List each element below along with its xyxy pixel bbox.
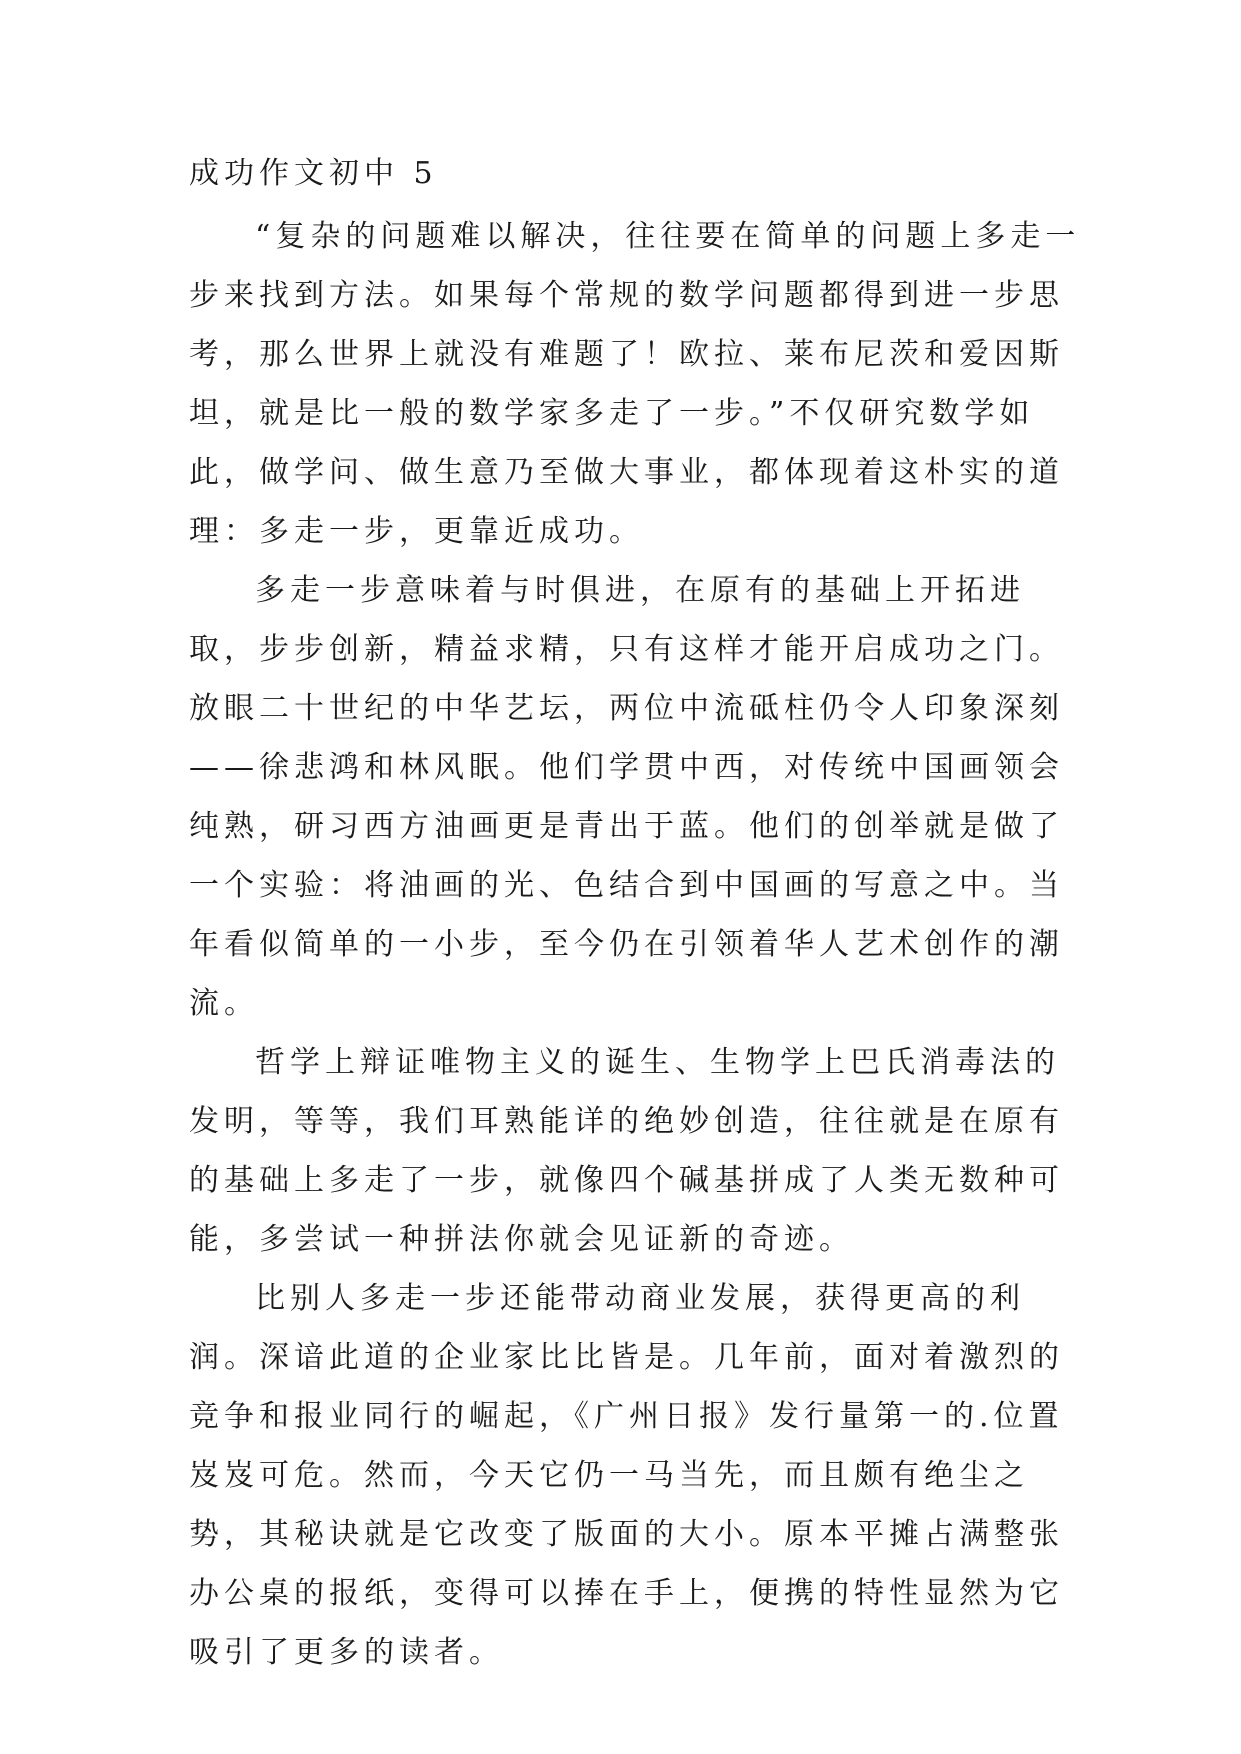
paragraph-2: 多走一步意味着与时俱进，在原有的基础上开拓进取，步步创新，精益求精，只有这样才能开启成功之门。放眼二十世纪的中华艺坛，两位中流砥柱仍令人印象深刻——徐悲鸿和林风眠。他们学贯中西，对传统中国画领会纯熟，研习西方油画更是青出于蓝。他们的创举就是做了一个实验：将油画的光、色结合到中国画的写意之中。当年看似简单的一小步，至今仍在引领着华人艺术创作的潮流。: [189, 573, 1064, 1021]
paragraph-3: 哲学上辩证唯物主义的诞生、生物学上巴氏消毒法的发明，等等，我们耳熟能详的绝妙创造，往往就是在原有的基础上多走了一步，就像四个碱基拼成了人类无数种可能，多尝试一种拼法你就会见证新的奇迹。: [189, 1045, 1064, 1257]
essay-title: 成功作文初中 5: [189, 156, 438, 191]
paragraph-4: 比别人多走一步还能带动商业发展，获得更高的利润。深谙此道的企业家比比皆是。几年前，面对着激烈的竞争和报业同行的崛起，《广州日报》发行量第一的.位置岌岌可危。然而，今天它仍一马当先，而且颇有绝尘之势，其秘诀就是它改变了版面的大小。原本平摊占满整张办公桌的报纸，变得可以捧在手上，便携的特性显然为它吸引了更多的读者。: [189, 1281, 1064, 1670]
paragraph-1: “复杂的问题难以解决，往往要在简单的问题上多走一步来找到方法。如果每个常规的数学问题都得到进一步思考，那么世界上就没有难题了！欧拉、莱布尼茨和爱因斯坦，就是比一般的数学家多走了一步。”不仅研究数学如此，做学问、做生意乃至做大事业，都体现着这朴实的道理：多走一步，更靠近成功。: [189, 219, 1081, 549]
essay-body: [189, 154, 1089, 1682]
